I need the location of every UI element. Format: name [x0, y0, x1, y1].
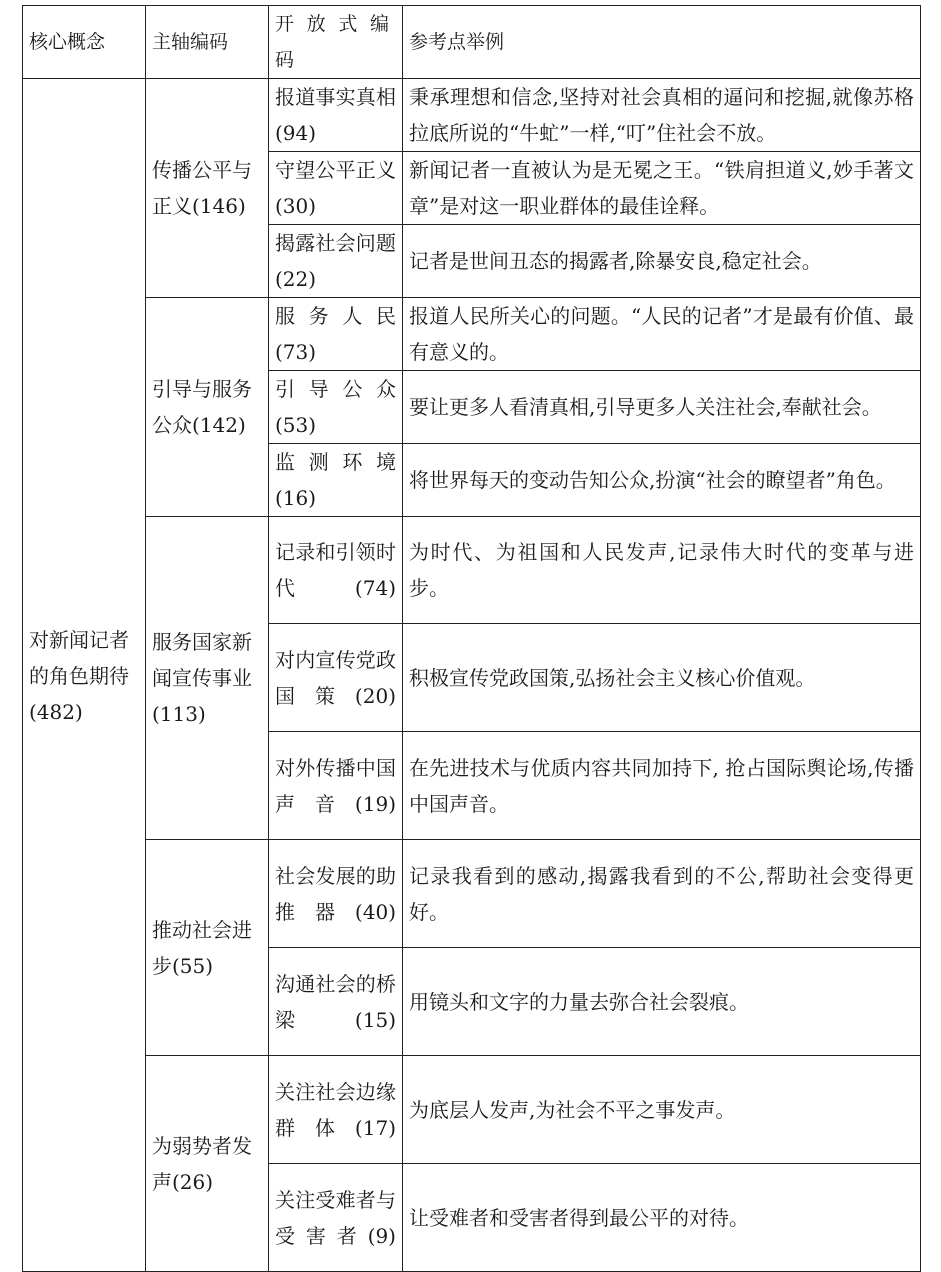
example-cell: 记录我看到的感动,揭露我看到的不公,帮助社会变得更好。: [403, 840, 921, 948]
table-row: [23, 79, 921, 152]
axis-cell: 推动社会进步(55): [146, 840, 269, 1056]
open-code-cell: 关注社会边缘群体(17): [269, 1056, 403, 1164]
core-concept-cell: 对新闻记者的角色期待(482): [23, 79, 146, 1272]
table-row: [23, 517, 921, 624]
example-cell: 将世界每天的变动告知公众,扮演“社会的瞭望者”角色。: [403, 444, 921, 517]
open-code-cell: 对外传播中国声音(19): [269, 732, 403, 840]
example-cell: 让受难者和受害者得到最公平的对待。: [403, 1164, 921, 1272]
header-open-coding: 开放式编码: [269, 6, 403, 79]
open-code-cell: 对内宣传党政国策(20): [269, 624, 403, 732]
open-code-cell: 揭露社会问题(22): [269, 225, 403, 298]
example-cell: 新闻记者一直被认为是无冕之王。“铁肩担道义,妙手著文章”是对这一职业群体的最佳诠释。: [403, 152, 921, 225]
header-example: 参考点举例: [403, 6, 921, 79]
example-cell: 在先进技术与优质内容共同加持下, 抢占国际舆论场,传播中国声音。: [403, 732, 921, 840]
axis-cell: 传播公平与正义(146): [146, 79, 269, 298]
example-cell: 秉承理想和信念,坚持对社会真相的逼问和挖掘,就像苏格拉底所说的“牛虻”一样,“叮”住社会不放。: [403, 79, 921, 152]
open-code-cell: 服务人民(73): [269, 298, 403, 371]
table-row: [23, 840, 921, 948]
example-cell: 要让更多人看清真相,引导更多人关注社会,奉献社会。: [403, 371, 921, 444]
open-code-cell: 社会发展的助推器(40): [269, 840, 403, 948]
example-cell: 积极宣传党政国策,弘扬社会主义核心价值观。: [403, 624, 921, 732]
axis-cell: 引导与服务公众(142): [146, 298, 269, 517]
axis-cell: 为弱势者发声(26): [146, 1056, 269, 1272]
table-row: [23, 298, 921, 371]
example-cell: 为时代、为祖国和人民发声,记录伟大时代的变革与进步。: [403, 517, 921, 624]
open-code-cell: 监测环境(16): [269, 444, 403, 517]
role-expectation-table: [22, 5, 921, 1272]
open-code-cell: 关注受难者与受害者(9): [269, 1164, 403, 1272]
table-row: [23, 1056, 921, 1164]
open-code-cell: 沟通社会的桥梁(15): [269, 948, 403, 1056]
header-axis-coding: 主轴编码: [146, 6, 269, 79]
header-core-concept: 核心概念: [23, 6, 146, 79]
open-code-cell: 报道事实真相(94): [269, 79, 403, 152]
open-code-cell: 守望公平正义(30): [269, 152, 403, 225]
example-cell: 为底层人发声,为社会不平之事发声。: [403, 1056, 921, 1164]
header-row: [23, 6, 921, 79]
open-code-cell: 记录和引领时代(74): [269, 517, 403, 624]
axis-cell: 服务国家新闻宣传事业(113): [146, 517, 269, 840]
example-cell: 记者是世间丑态的揭露者,除暴安良,稳定社会。: [403, 225, 921, 298]
example-cell: 用镜头和文字的力量去弥合社会裂痕。: [403, 948, 921, 1056]
example-cell: 报道人民所关心的问题。“人民的记者”才是最有价值、最有意义的。: [403, 298, 921, 371]
open-code-cell: 引导公众(53): [269, 371, 403, 444]
